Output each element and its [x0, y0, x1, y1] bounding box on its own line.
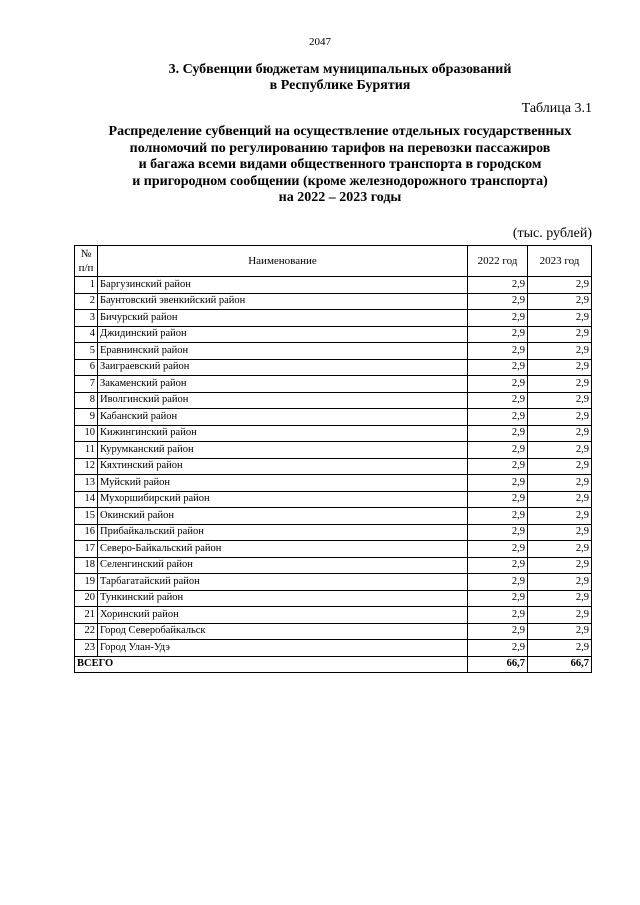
row-name: Курумканский район — [98, 442, 468, 459]
total-2023: 66,7 — [528, 656, 592, 673]
table-title — [60, 124, 620, 207]
total-row — [75, 656, 592, 673]
row-number: 14 — [75, 491, 98, 508]
row-2022: 2,9 — [468, 442, 528, 459]
row-name: Кабанский район — [98, 409, 468, 426]
table-row — [75, 524, 592, 541]
row-2023: 2,9 — [528, 541, 592, 558]
table-body — [75, 277, 592, 657]
table-title-line: полномочий по регулированию тарифов на перевозки пассажиров — [129, 140, 551, 156]
row-name: Город Улан-Удэ — [98, 640, 468, 657]
row-2023: 2,9 — [528, 343, 592, 360]
row-name: Тарбагатайский район — [98, 574, 468, 591]
table-row — [75, 508, 592, 525]
row-2023: 2,9 — [528, 310, 592, 327]
table-row — [75, 343, 592, 360]
row-2022: 2,9 — [468, 491, 528, 508]
row-name: Хоринский район — [98, 607, 468, 624]
row-number: 18 — [75, 557, 98, 574]
header-2022: 2022 год — [468, 246, 528, 277]
row-number: 7 — [75, 376, 98, 393]
row-name: Окинский район — [98, 508, 468, 525]
row-2023: 2,9 — [528, 425, 592, 442]
row-number: 13 — [75, 475, 98, 492]
row-name: Город Северобайкальск — [98, 623, 468, 640]
row-2023: 2,9 — [528, 623, 592, 640]
table-row — [75, 574, 592, 591]
row-number: 8 — [75, 392, 98, 409]
row-name: Баргузинский район — [98, 277, 468, 294]
row-2022: 2,9 — [468, 359, 528, 376]
row-2023: 2,9 — [528, 359, 592, 376]
table-row — [75, 310, 592, 327]
row-2022: 2,9 — [468, 541, 528, 558]
subsidies-table — [74, 245, 592, 673]
row-name: Селенгинский район — [98, 557, 468, 574]
row-name: Мухоршибирский район — [98, 491, 468, 508]
row-number: 4 — [75, 326, 98, 343]
section-title — [60, 62, 620, 94]
row-number: 2 — [75, 293, 98, 310]
row-number: 12 — [75, 458, 98, 475]
row-2022: 2,9 — [468, 425, 528, 442]
row-2023: 2,9 — [528, 442, 592, 459]
units-label: (тыс. рублей) — [512, 226, 592, 241]
table-row — [75, 491, 592, 508]
row-number: 22 — [75, 623, 98, 640]
table-row — [75, 277, 592, 294]
header-number — [75, 246, 98, 277]
row-2023: 2,9 — [528, 293, 592, 310]
row-name: Муйский район — [98, 475, 468, 492]
row-2022: 2,9 — [468, 508, 528, 525]
table-title-line: Распределение субвенций на осуществление отдельных государственных — [108, 124, 572, 139]
row-2022: 2,9 — [468, 640, 528, 657]
table-row — [75, 458, 592, 475]
row-2023: 2,9 — [528, 475, 592, 492]
table-row — [75, 607, 592, 624]
row-2023: 2,9 — [528, 277, 592, 294]
table-row — [75, 623, 592, 640]
row-name: Иволгинский район — [98, 392, 468, 409]
row-2022: 2,9 — [468, 277, 528, 294]
row-2022: 2,9 — [468, 293, 528, 310]
table-row — [75, 392, 592, 409]
row-2023: 2,9 — [528, 392, 592, 409]
row-2023: 2,9 — [528, 376, 592, 393]
table-row — [75, 640, 592, 657]
table-header-row — [75, 246, 592, 277]
row-2023: 2,9 — [528, 524, 592, 541]
table-row — [75, 409, 592, 426]
row-number: 10 — [75, 425, 98, 442]
table-title-line: и пригородном сообщении (кроме железнодорожного транспорта) — [132, 173, 548, 189]
row-2022: 2,9 — [468, 310, 528, 327]
table-row — [75, 557, 592, 574]
row-2022: 2,9 — [468, 557, 528, 574]
row-2022: 2,9 — [468, 475, 528, 492]
table-number: Таблица 3.1 — [521, 101, 592, 116]
row-name: Закаменский район — [98, 376, 468, 393]
total-label: ВСЕГО — [75, 656, 468, 673]
header-number-line2: п/п — [78, 262, 94, 274]
table-row — [75, 590, 592, 607]
total-2022: 66,7 — [468, 656, 528, 673]
row-2022: 2,9 — [468, 574, 528, 591]
row-number: 16 — [75, 524, 98, 541]
table-row — [75, 359, 592, 376]
row-2022: 2,9 — [468, 458, 528, 475]
row-2022: 2,9 — [468, 376, 528, 393]
table-row — [75, 541, 592, 558]
row-name: Джидинский район — [98, 326, 468, 343]
row-2023: 2,9 — [528, 640, 592, 657]
row-number: 6 — [75, 359, 98, 376]
table-row — [75, 376, 592, 393]
table-row — [75, 293, 592, 310]
row-name: Заиграевский район — [98, 359, 468, 376]
row-number: 11 — [75, 442, 98, 459]
row-name: Тункинский район — [98, 590, 468, 607]
row-2023: 2,9 — [528, 491, 592, 508]
page-number: 2047 — [309, 36, 331, 48]
row-number: 19 — [75, 574, 98, 591]
table-row — [75, 475, 592, 492]
header-number-line1: № — [80, 248, 92, 260]
row-number: 1 — [75, 277, 98, 294]
row-name: Кяхтинский район — [98, 458, 468, 475]
row-2022: 2,9 — [468, 392, 528, 409]
row-2023: 2,9 — [528, 590, 592, 607]
section-title-line: в Республике Бурятия — [269, 78, 411, 93]
row-number: 17 — [75, 541, 98, 558]
table-title-line: и багажа всеми видами общественного транспорта в городском — [138, 157, 542, 173]
row-name: Бичурский район — [98, 310, 468, 327]
row-number: 9 — [75, 409, 98, 426]
header-2023: 2023 год — [528, 246, 592, 277]
row-number: 15 — [75, 508, 98, 525]
row-name: Баунтовский эвенкийский район — [98, 293, 468, 310]
row-name: Прибайкальский район — [98, 524, 468, 541]
row-number: 3 — [75, 310, 98, 327]
row-number: 20 — [75, 590, 98, 607]
row-name: Еравнинский район — [98, 343, 468, 360]
row-name: Северо-Байкальский район — [98, 541, 468, 558]
row-2023: 2,9 — [528, 574, 592, 591]
row-number: 23 — [75, 640, 98, 657]
row-number: 21 — [75, 607, 98, 624]
row-2022: 2,9 — [468, 590, 528, 607]
row-2022: 2,9 — [468, 326, 528, 343]
row-2023: 2,9 — [528, 607, 592, 624]
row-name: Кижингинский район — [98, 425, 468, 442]
table-title-line: на 2022 – 2023 годы — [278, 190, 402, 206]
section-title-line: 3. Субвенции бюджетам муниципальных образований — [168, 62, 512, 77]
row-2023: 2,9 — [528, 409, 592, 426]
row-2023: 2,9 — [528, 326, 592, 343]
header-name: Наименование — [98, 246, 468, 277]
row-2023: 2,9 — [528, 508, 592, 525]
row-2022: 2,9 — [468, 409, 528, 426]
row-number: 5 — [75, 343, 98, 360]
row-2022: 2,9 — [468, 524, 528, 541]
row-2023: 2,9 — [528, 458, 592, 475]
row-2022: 2,9 — [468, 607, 528, 624]
row-2022: 2,9 — [468, 623, 528, 640]
row-2022: 2,9 — [468, 343, 528, 360]
table-row — [75, 442, 592, 459]
row-2023: 2,9 — [528, 557, 592, 574]
table-row — [75, 326, 592, 343]
table-row — [75, 425, 592, 442]
